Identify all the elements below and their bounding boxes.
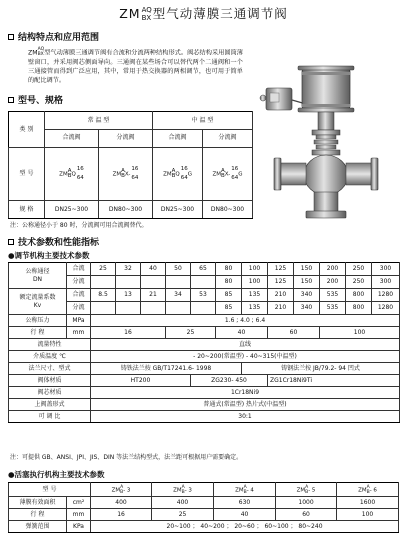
flange-value-a: 铸铁法兰按 GB/T17241.6- 1998 xyxy=(91,363,242,375)
dn-cell xyxy=(91,276,116,289)
temp-label: 介质温度 ℃ xyxy=(9,351,91,363)
kv-cell: 1280 xyxy=(372,289,400,302)
mix-valve-label: 合流阀 xyxy=(45,129,99,147)
normal-header: 常 温 型 xyxy=(45,112,153,130)
section-structure-title: 结构特点和应用范围 xyxy=(8,33,99,44)
valve-illustration xyxy=(258,60,383,230)
kv-cell: 13 xyxy=(116,289,141,302)
kv-cell xyxy=(166,302,191,315)
cat-label: 类 别 xyxy=(9,112,45,148)
kv-cell: 210 xyxy=(268,289,294,302)
actuator-model: ZMA B- 3 xyxy=(152,483,214,497)
kv-cell xyxy=(191,302,216,315)
pn-label: 公称压力 xyxy=(9,315,67,327)
actuator-model-label: 型 号 xyxy=(9,483,91,497)
bonnet-label: 上阀盖形式 xyxy=(9,399,91,411)
dn-cell: 150 xyxy=(294,276,320,289)
area-value: 1600 xyxy=(337,497,399,509)
split-label: 分流 xyxy=(67,276,91,289)
dn-cell xyxy=(191,276,216,289)
dn-cell: 125 xyxy=(268,263,294,276)
square-bullet-icon xyxy=(8,239,14,245)
range-value: 30:1 xyxy=(91,411,400,423)
kv-cell: 8.5 xyxy=(91,289,116,302)
dn-cell: 200 xyxy=(320,276,346,289)
kv-cell: 135 xyxy=(242,302,268,315)
body-value-a: HT200 xyxy=(91,375,191,387)
actuator-model: ZMA B- 5 xyxy=(276,483,337,497)
area-unit: cm² xyxy=(67,497,91,509)
kv-cell: 85 xyxy=(216,289,242,302)
mix-label: 合流 xyxy=(67,263,91,276)
page-title: ZMAQ BX 型气动薄膜三通调节阀 xyxy=(119,6,288,22)
dn-cell: 300 xyxy=(372,276,400,289)
dn-cell: 250 xyxy=(346,276,372,289)
split-valve-label: 分流阀 xyxy=(203,129,253,147)
actuator-params-title: ●活塞执行机构主要技术参数 xyxy=(8,470,105,479)
flange-value-b: 铸钢法兰按 JB/79.2- 94 凹式 xyxy=(242,363,400,375)
area-value: 1000 xyxy=(276,497,337,509)
actuator-model: ZMA B- 6 xyxy=(337,483,399,497)
stroke-value: 25 xyxy=(166,327,216,339)
model-label: 型 号 xyxy=(9,147,45,201)
kv-cell xyxy=(141,302,166,315)
actuator-stroke-label: 行 程 xyxy=(9,509,67,521)
kv-cell: 210 xyxy=(268,302,294,315)
kv-cell: 340 xyxy=(294,289,320,302)
spec-value: DN25~300 xyxy=(45,201,99,219)
actuator-stroke-unit: mm xyxy=(67,509,91,521)
area-value: 400 xyxy=(152,497,214,509)
kv-cell: 800 xyxy=(346,302,372,315)
dn-cell: 300 xyxy=(372,263,400,276)
actuator-params-table xyxy=(8,482,399,533)
spec-value: DN80~300 xyxy=(203,201,253,219)
spec-value: DN80~300 xyxy=(99,201,153,219)
actuator-stroke-value: 25 xyxy=(152,509,214,521)
dn-cell: 50 xyxy=(166,263,191,276)
regulator-params-title: ●调节机构主要技术参数 xyxy=(8,251,90,260)
actuator-stroke-value: 100 xyxy=(337,509,399,521)
model-spec-table xyxy=(8,111,253,219)
kv-cell: 535 xyxy=(320,289,346,302)
stroke-label: 行 程 xyxy=(9,327,67,339)
stroke-unit: mm xyxy=(67,327,91,339)
range-label: 可 调 比 xyxy=(9,411,91,423)
dn-cell: 150 xyxy=(294,263,320,276)
actuator-stroke-value: 40 xyxy=(214,509,276,521)
dn-cell xyxy=(141,276,166,289)
body-label: 阀体材质 xyxy=(9,375,91,387)
spring-label: 弹簧范围 xyxy=(9,521,67,533)
area-value: 630 xyxy=(214,497,276,509)
square-bullet-icon xyxy=(8,34,14,40)
dn-cell: 125 xyxy=(268,276,294,289)
temp-value: - 20~200(常温型) - 40~315(中温型) xyxy=(91,351,400,363)
spring-unit: KPa xyxy=(67,521,91,533)
kv-cell: 1280 xyxy=(372,302,400,315)
kv-cell: 21 xyxy=(141,289,166,302)
flow-value: 直线 xyxy=(91,339,400,351)
dn-cell: 80 xyxy=(216,276,242,289)
regulator-table-note: 注：可提供 GB、ANSI、JPI、JIS、DIN 等法兰结构型式，法兰距可根据用户需要确定。 xyxy=(10,454,243,461)
model-table-note: 注：公称通径小于 80 时，分流阀可用合流阀替代。 xyxy=(10,222,148,229)
dn-cell: 32 xyxy=(116,263,141,276)
flow-label: 流量特性 xyxy=(9,339,91,351)
area-value: 400 xyxy=(91,497,152,509)
core-value: 1Cr18Ni9 xyxy=(91,387,400,399)
spec-value: DN25~300 xyxy=(153,201,203,219)
spring-value: 20~100 ； 40~200 ； 20~60 ； 60~100 ； 80~240 xyxy=(91,521,399,533)
dn-cell: 200 xyxy=(320,263,346,276)
section-model-title: 型号、规格 xyxy=(8,96,63,107)
stroke-value: 40 xyxy=(216,327,268,339)
square-bullet-icon xyxy=(8,97,14,103)
section-tech-title: 技术参数和性能指标 xyxy=(8,238,99,249)
kv-label: 额定流量系数 Kv xyxy=(9,289,67,315)
stroke-value: 60 xyxy=(268,327,320,339)
core-label: 阀芯材质 xyxy=(9,387,91,399)
actuator-model: ZMA B- 4 xyxy=(214,483,276,497)
actuator-model: ZMA B- 3 xyxy=(91,483,152,497)
mix-label: 合流 xyxy=(67,289,91,302)
actuator-stroke-value: 60 xyxy=(276,509,337,521)
kv-cell: 34 xyxy=(166,289,191,302)
kv-cell xyxy=(116,302,141,315)
dn-cell xyxy=(116,276,141,289)
split-label: 分流 xyxy=(67,302,91,315)
dn-cell: 65 xyxy=(191,263,216,276)
model-medium-split: ZMA BX-16 64G xyxy=(203,147,253,201)
body-value-b: ZG230- 450 xyxy=(191,375,268,387)
body-value-c: ZG1Cr18Ni9Ti xyxy=(268,375,400,387)
dn-cell: 25 xyxy=(91,263,116,276)
mix-valve-label: 合流阀 xyxy=(153,129,203,147)
dn-cell: 100 xyxy=(242,276,268,289)
model-normal-mix: ZMA BQ16 64 xyxy=(45,147,99,201)
flange-label: 法兰尺寸、型式 xyxy=(9,363,91,375)
kv-cell: 53 xyxy=(191,289,216,302)
model-normal-split: ZMA BX-16 64 xyxy=(99,147,153,201)
stroke-value: 100 xyxy=(320,327,400,339)
pn-value: 1.6 ; 4.0 ; 6.4 xyxy=(91,315,400,327)
kv-cell: 340 xyxy=(294,302,320,315)
actuator-stroke-value: 16 xyxy=(91,509,152,521)
pn-unit: MPa xyxy=(67,315,91,327)
kv-cell: 800 xyxy=(346,289,372,302)
kv-cell: 85 xyxy=(216,302,242,315)
area-label: 薄膜有效面积 xyxy=(9,497,67,509)
dn-cell: 40 xyxy=(141,263,166,276)
spec-label: 规 格 xyxy=(9,201,45,219)
medium-header: 中 温 型 xyxy=(153,112,253,130)
model-medium-mix: ZMA BQ16 64G xyxy=(153,147,203,201)
stroke-value: 16 xyxy=(91,327,166,339)
kv-cell: 135 xyxy=(242,289,268,302)
split-valve-label: 分流阀 xyxy=(99,129,153,147)
dn-cell xyxy=(166,276,191,289)
regulator-params-table xyxy=(8,262,400,423)
intro-paragraph: ZMAQ BX型气动薄膜三通调节阀有合流和分流两种结构形式。阀芯结构采用圆筒薄壁窗口，并采用阀芯侧面导向。三通阀在某些场合可以替代两个二通阀和一个三通接管而得到广泛应用，其中，常用于热交换器的两相调节，也可用于简单的配比调节。 xyxy=(28,47,243,84)
dn-cell: 100 xyxy=(242,263,268,276)
dn-cell: 250 xyxy=(346,263,372,276)
kv-cell xyxy=(91,302,116,315)
dn-label: 公称通径 DN xyxy=(9,263,67,289)
dn-cell: 80 xyxy=(216,263,242,276)
bonnet-value: 普通式(常温型) 热片式(中温型) xyxy=(91,399,400,411)
kv-cell: 535 xyxy=(320,302,346,315)
